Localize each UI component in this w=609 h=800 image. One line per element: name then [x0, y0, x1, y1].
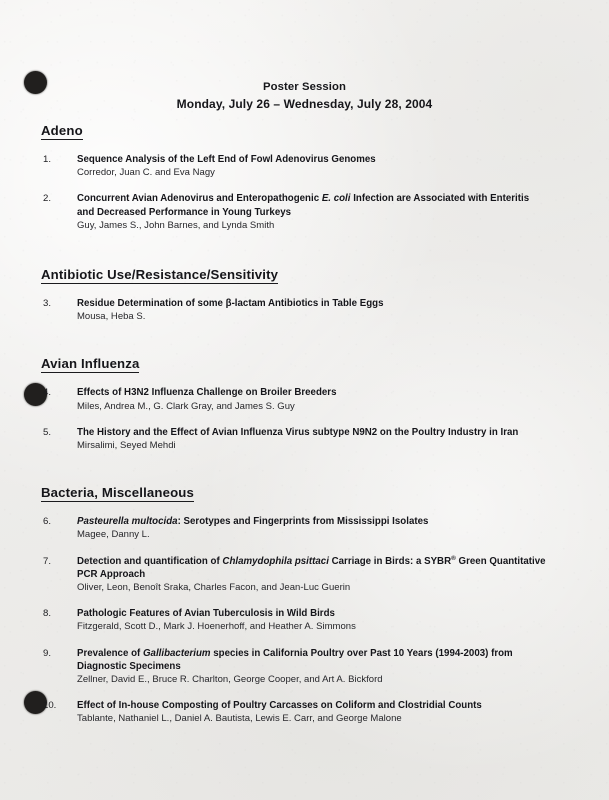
- poster-session-listing: [0, 122, 609, 726]
- section-items: [0, 386, 609, 452]
- registered-trademark-icon: ®: [451, 554, 456, 562]
- list-item: [0, 555, 609, 595]
- item-title-part: Detection and quantification of: [77, 555, 223, 567]
- page-title-line-2: Monday, July 26 – Wednesday, July 28, 2004: [176, 96, 433, 111]
- item-title-part: Prevalence of: [77, 647, 143, 659]
- list-item: [0, 192, 609, 232]
- item-title-species: Pasteurella multocida: [77, 516, 178, 528]
- item-authors: Mousa, Heba S.: [77, 311, 146, 323]
- list-item: [0, 297, 609, 323]
- item-title: Effect of In-house Composting of Poultry Carcasses on Coliform and Clostridial Counts: [77, 700, 482, 712]
- list-item: [0, 699, 609, 725]
- item-title-species: Gallibacterium: [142, 647, 211, 659]
- item-number: 3.: [43, 298, 52, 310]
- item-title: Sequence Analysis of the Left End of Fowl Adenovirus Genomes: [77, 154, 376, 165]
- item-title: The History and the Effect of Avian Influenza Virus subtype N9N2 on the Poultry Industry in Iran: [77, 426, 519, 438]
- item-authors: Zellner, David E., Bruce R. Charlton, George Cooper, and Art A. Bickford: [77, 674, 383, 686]
- item-authors: Fitzgerald, Scott D., Mark J. Hoenerhoff, and Heather A. Simmons: [77, 621, 356, 633]
- item-title-part: species in California Poultry over Past 10 Years (1994-2003) from Diagnostic Specimens: [77, 647, 513, 672]
- list-item: [0, 153, 609, 179]
- section-heading: Antibiotic Use/Resistance/Sensitivity: [41, 267, 279, 283]
- item-number: 5.: [43, 426, 52, 438]
- item-authors: Miles, Andrea M., G. Clark Gray, and James S. Guy: [77, 400, 295, 412]
- item-number: 7.: [43, 555, 52, 567]
- section-antibiotic-use-resistance-sensitivity: [0, 266, 609, 323]
- item-title-species: Chlamydophila psittaci: [222, 555, 329, 567]
- item-title-part: : Serotypes and Fingerprints from Mississippi Isolates: [177, 516, 429, 528]
- section-items: [0, 515, 609, 725]
- item-title: [77, 647, 547, 673]
- item-authors: Guy, James S., John Barnes, and Lynda Smith: [77, 219, 275, 231]
- item-number: 10.: [43, 700, 57, 712]
- list-item: [0, 426, 609, 452]
- section-adeno: [0, 122, 609, 232]
- item-title-part: Infection are Associated with Enteritis and Decreased Performance in Young Turkeys: [77, 193, 530, 218]
- section-avian-influenza: [0, 355, 609, 452]
- item-title: Pathologic Features of Avian Tuberculosis in Wild Birds: [77, 608, 335, 620]
- item-authors: Tablante, Nathaniel L., Daniel A. Bautista, Lewis E. Carr, and George Malone: [77, 713, 402, 725]
- item-title-part: Concurrent Avian Adenovirus and Enteropathogenic: [77, 193, 322, 205]
- item-number: 6.: [43, 516, 52, 528]
- item-title-part: Carriage in Birds: a SYBR: [328, 555, 452, 567]
- item-number: 4.: [43, 387, 52, 399]
- list-item: [0, 647, 609, 687]
- section-items: [0, 297, 609, 323]
- item-authors: Oliver, Leon, Benoît Sraka, Charles Facon, and Jean-Luc Guerin: [77, 582, 351, 594]
- item-authors: Mirsalimi, Seyed Mehdi: [77, 440, 176, 452]
- list-item: [0, 386, 609, 412]
- list-item: [0, 607, 609, 633]
- section-items: [0, 153, 609, 232]
- item-authors: Magee, Danny L.: [77, 529, 150, 541]
- item-title: [77, 192, 547, 218]
- item-authors: Corredor, Juan C. and Eva Nagy: [77, 167, 215, 179]
- item-number: 8.: [43, 608, 52, 620]
- list-item: [0, 515, 609, 541]
- item-title: Effects of H3N2 Influenza Challenge on Broiler Breeders: [77, 387, 337, 399]
- section-bacteria-miscellaneous: [0, 484, 609, 725]
- item-title: [77, 555, 547, 581]
- item-number: 2.: [43, 193, 52, 205]
- item-title: Residue Determination of some β-lactam Antibiotics in Table Eggs: [77, 298, 384, 310]
- item-number: 1.: [43, 154, 52, 165]
- section-heading: Avian Influenza: [41, 356, 140, 372]
- page-title: [0, 79, 609, 112]
- item-number: 9.: [43, 647, 52, 659]
- section-heading: Adeno: [41, 123, 83, 138]
- page-title-line-1: Poster Session: [262, 81, 347, 93]
- item-title: [77, 515, 547, 528]
- item-title-part: Green Quantitative PCR Approach: [77, 555, 546, 580]
- section-heading: Bacteria, Miscellaneous: [41, 485, 194, 501]
- item-title-species: E. coli: [321, 193, 351, 205]
